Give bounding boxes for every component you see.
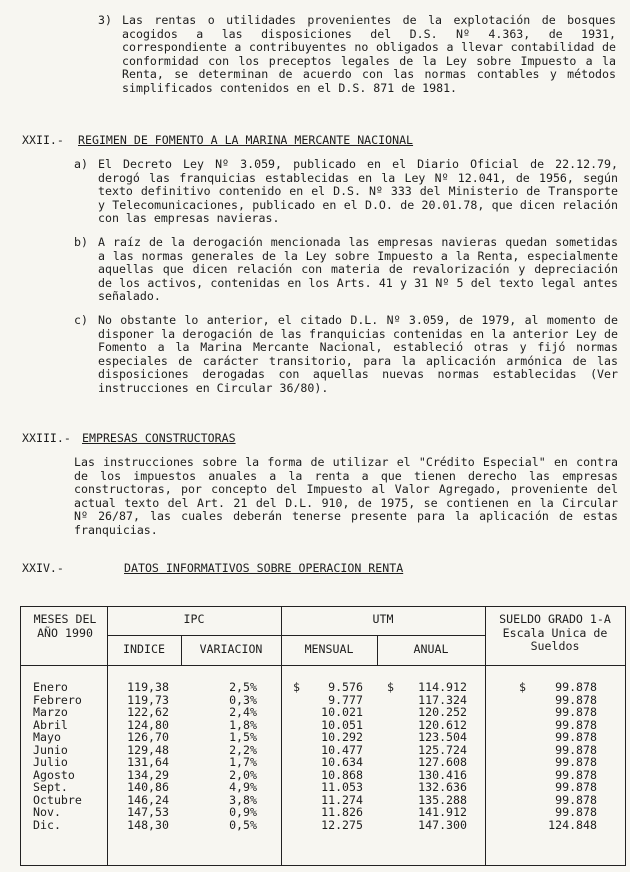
cell-anual: 120.252 <box>418 705 467 719</box>
item-3-text: Las rentas o utilidades provenientes de la explotación de bosques acogidos a las disposiciones del D.S. Nº 4.363, de 1931, correspondiente a contribuyentes no obligados a llevar contabilidad de conformidad con los preceptos legales de la Ley sobre Impuesto a la Renta, se determinan de acuerdo con las normas contables y métodos simplificados contenidos en el D.S. 871 de 1981. <box>122 13 616 95</box>
item-b-text: A raíz de la derogación mencionada las empresas navieras quedan sometidas a las normas generales de la Ley sobre Impuesto a la Renta, especialmente aquellas que dicen relación con materia de revalorización y depreciación de los activos, contenidas en los Arts. 41 y 31 Nº 5 del texto legal antes señalado. <box>98 235 618 304</box>
table-divider <box>485 607 486 865</box>
cell-mensual: 11.826 <box>321 805 363 819</box>
cell-sueldo: 99.878 <box>555 780 597 794</box>
cell-mes: Junio <box>33 742 68 757</box>
cell-indice: 119,38 <box>127 680 169 694</box>
table-divider <box>107 635 485 636</box>
cell-indice: 131,64 <box>127 755 169 769</box>
cell-sueldo: 99.878 <box>555 705 597 719</box>
cell-variacion: 3,8% <box>229 792 257 807</box>
section-xxiii-text: Las instrucciones sobre la forma de utilizar el "Crédito Especial" en contra de los impuestos anuales a la renta a que tienen derecho las empresas constructoras, por concepto del Impuesto al Valor Agregado, proveniente del actual texto del Art. 21 del D.L. 910, de 1975, se contienen en la Circular Nº 26/87, las cuales deberán tenerse presente para la aplicación de estas franquicias. <box>74 455 618 537</box>
item-a <box>74 158 618 226</box>
cell-mensual: 10.634 <box>321 755 363 769</box>
cell-mes: Enero <box>33 680 68 694</box>
cell-mensual: 10.477 <box>321 742 363 757</box>
section-xxii-heading <box>22 134 413 148</box>
cell-indice: 119,73 <box>127 692 169 707</box>
cell-variacion: 4,9% <box>229 780 257 794</box>
cell-mes: Octubre <box>33 792 82 807</box>
cell-indice: 134,29 <box>127 767 169 782</box>
cell-anual: 125.724 <box>418 742 467 757</box>
item-b-label: b) <box>74 235 88 249</box>
cell-mes: Febrero <box>33 692 82 707</box>
cell-sueldo: 99.878 <box>555 717 597 732</box>
item-b <box>74 236 618 304</box>
cell-indice: 146,24 <box>127 792 169 807</box>
cell-mensual: 10.868 <box>321 767 363 782</box>
section-xxiii-number: XXIII.- <box>22 431 71 445</box>
cell-sueldo: 99.878 <box>555 792 597 807</box>
section-xxiv-heading <box>22 562 403 576</box>
cell-indice: 147,53 <box>127 805 169 819</box>
cell-variacion: 0,9% <box>229 805 257 819</box>
column-anual <box>397 681 467 831</box>
column-meses <box>33 681 82 831</box>
cell-mensual: 10.292 <box>321 730 363 744</box>
currency-symbol: $ <box>519 680 526 694</box>
header-anual: ANUAL <box>413 642 449 656</box>
cell-sueldo: 99.878 <box>555 730 597 744</box>
item-c-text: No obstante lo anterior, el citado D.L. Nº 3.059, de 1979, al momento de disponer la derogación de las franquicias contenidas en la anterior Ley de Fomento a la Marina Mercante Nacional, estableció otras y fijó normas especiales de carácter transitorio, para la aplicación armónica de las disposiciones derogadas con aquellas nuevas normas establecidas (Ver instrucciones en Circular 36/80). <box>98 313 618 395</box>
header-ipc: IPC <box>183 612 205 626</box>
item-a-text: El Decreto Ley Nº 3.059, publicado en el Diario Oficial de 22.12.79, derogó las franquicias establecidas en la Ley Nº 12.041, de 1956, según texto definitivo contenido en el D.S. Nº 333 del Ministerio de Transporte y Telecomunicaciones, publicado en el D.O. de 20.01.78, que dicen relación con las empresas navieras. <box>98 157 618 226</box>
cell-mes: Julio <box>33 755 68 769</box>
cell-mes: Dic. <box>33 817 61 832</box>
section-xxiii-heading <box>22 432 236 446</box>
cell-sueldo: 99.878 <box>555 692 597 707</box>
cell-variacion: 2,4% <box>229 705 257 719</box>
column-indice <box>117 681 169 831</box>
cell-anual: 123.504 <box>418 730 467 744</box>
cell-mensual: 9.576 <box>328 680 363 694</box>
section-xxiv-number: XXIV.- <box>22 561 64 575</box>
header-variacion: VARIACION <box>199 642 263 656</box>
cell-variacion: 2,0% <box>229 767 257 782</box>
cell-mensual: 11.053 <box>321 780 363 794</box>
header-indice: INDICE <box>123 642 165 656</box>
cell-sueldo: 99.878 <box>555 755 597 769</box>
cell-indice: 148,30 <box>127 817 169 832</box>
header-sueldo: SUELDO GRADO 1-A Escala Unica de Sueldos <box>499 612 611 654</box>
item-3 <box>98 14 616 96</box>
column-mensual <box>305 681 363 831</box>
item-a-label: a) <box>74 157 88 171</box>
cell-anual: 141.912 <box>418 805 467 819</box>
cell-indice: 122,62 <box>127 705 169 719</box>
cell-mes: Abril <box>33 717 68 732</box>
column-variacion <box>201 681 257 831</box>
cell-sueldo: 99.878 <box>555 680 597 694</box>
cell-mensual: 10.021 <box>321 705 363 719</box>
operacion-renta-table <box>20 606 626 866</box>
cell-indice: 140,86 <box>127 780 169 794</box>
cell-sueldo: 99.878 <box>555 805 597 819</box>
currency-symbol: $ <box>293 680 300 694</box>
cell-mes: Mayo <box>33 730 61 744</box>
cell-mes: Agosto <box>33 767 75 782</box>
item-c-label: c) <box>74 313 88 327</box>
cell-mes: Sept. <box>33 780 68 794</box>
cell-variacion: 1,7% <box>229 755 257 769</box>
column-sueldo <box>531 681 597 831</box>
cell-anual: 114.912 <box>418 680 467 694</box>
column-currency <box>293 681 300 694</box>
section-xxii-number: XXII.- <box>22 133 64 147</box>
cell-indice: 126,70 <box>127 730 169 744</box>
currency-symbol: $ <box>387 680 394 694</box>
header-meses: MESES DEL AÑO 1990 <box>33 612 97 640</box>
section-xxiii-title: EMPRESAS CONSTRUCTORAS <box>82 431 236 445</box>
cell-variacion: 0,5% <box>229 817 257 832</box>
cell-mensual: 12.275 <box>321 817 363 832</box>
cell-anual: 132.636 <box>418 780 467 794</box>
header-mensual: MENSUAL <box>304 642 354 656</box>
cell-indice: 124,80 <box>127 717 169 732</box>
section-xxii-title: REGIMEN DE FOMENTO A LA MARINA MERCANTE NACIONAL <box>78 133 414 147</box>
column-currency <box>387 681 394 694</box>
cell-anual: 147.300 <box>418 817 467 832</box>
cell-sueldo: 99.878 <box>555 742 597 757</box>
cell-mensual: 10.051 <box>321 717 363 732</box>
cell-anual: 130.416 <box>418 767 467 782</box>
cell-variacion: 2,5% <box>229 680 257 694</box>
cell-anual: 135.288 <box>418 792 467 807</box>
cell-indice: 129,48 <box>127 742 169 757</box>
cell-anual: 117.324 <box>418 692 467 707</box>
cell-sueldo: 99.878 <box>555 767 597 782</box>
cell-mes: Marzo <box>33 705 68 719</box>
header-utm: UTM <box>372 612 394 626</box>
cell-mes: Nov. <box>33 805 61 819</box>
cell-mensual: 9.777 <box>328 692 363 707</box>
cell-mensual: 11.274 <box>321 792 363 807</box>
cell-anual: 120.612 <box>418 717 467 732</box>
cell-variacion: 1,8% <box>229 717 257 732</box>
cell-variacion: 2,2% <box>229 742 257 757</box>
cell-variacion: 0,3% <box>229 692 257 707</box>
section-xxiv-title: DATOS INFORMATIVOS SOBRE OPERACION RENTA <box>124 561 404 575</box>
cell-variacion: 1,5% <box>229 730 257 744</box>
cell-sueldo: 124.848 <box>548 817 597 832</box>
item-3-label: 3) <box>98 13 112 27</box>
column-currency <box>519 681 526 694</box>
cell-anual: 127.608 <box>418 755 467 769</box>
table-header-rule <box>21 665 625 666</box>
item-c <box>74 314 618 396</box>
